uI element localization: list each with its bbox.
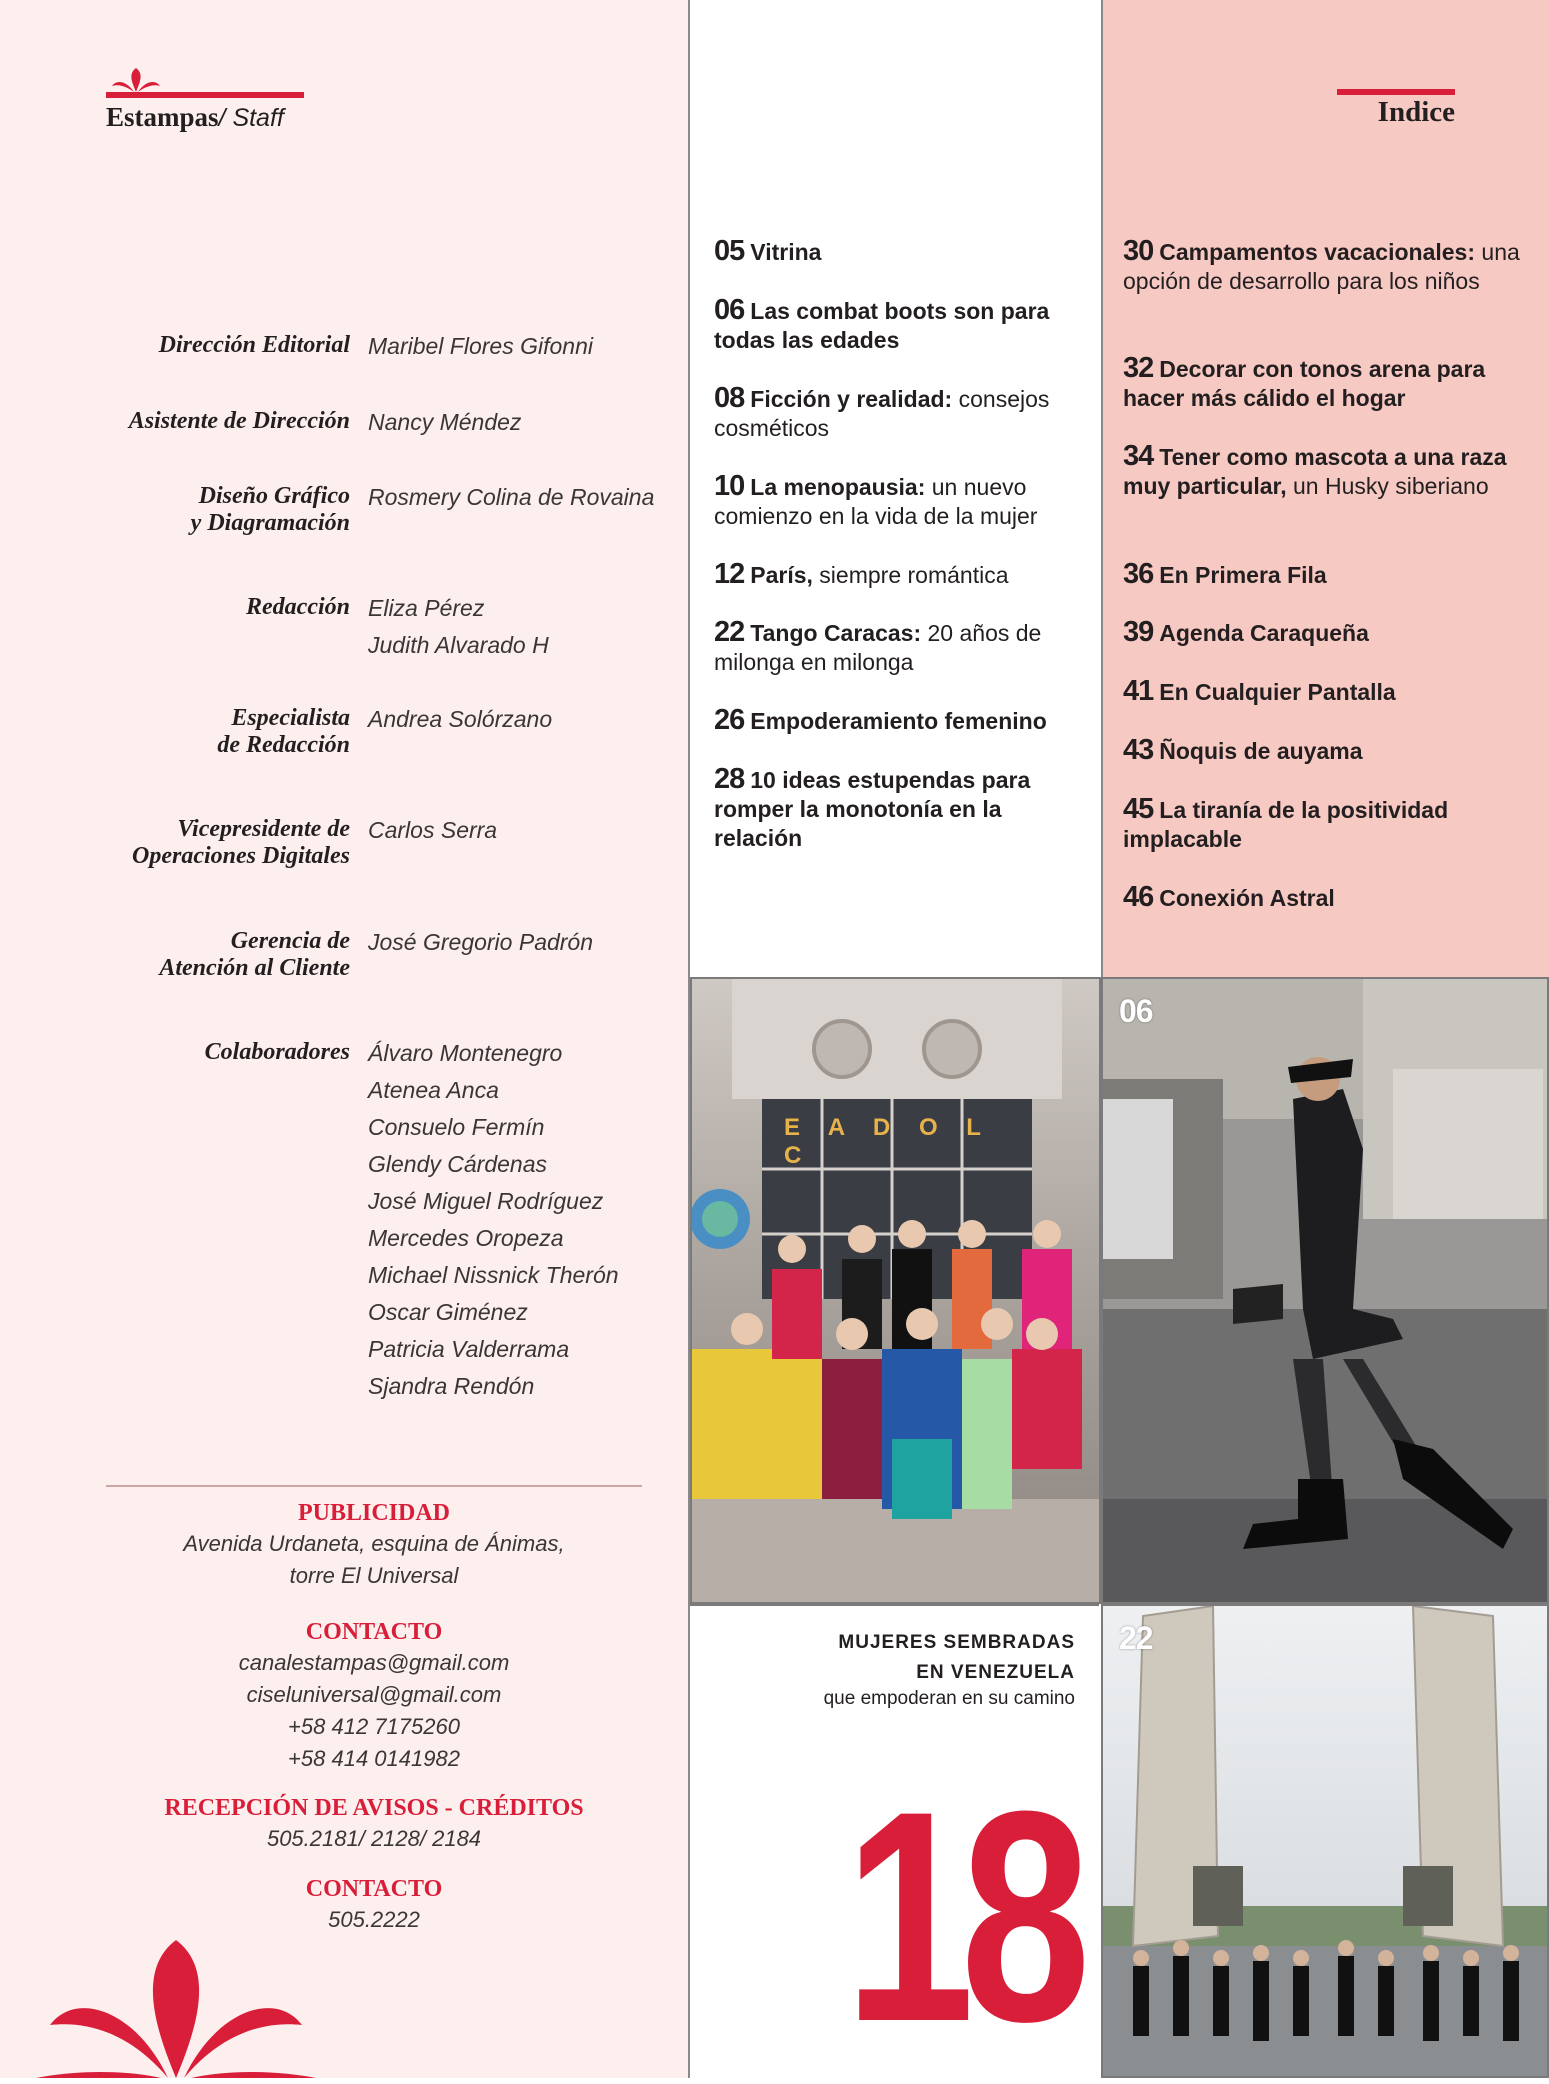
toc-entry[interactable]: [1123, 560, 1523, 590]
staff-name: Carlos Serra: [368, 817, 498, 843]
toc-entry[interactable]: [1123, 677, 1523, 707]
toc-title: Las combat boots son para todas las edades: [714, 298, 1050, 353]
group-photo-image: [692, 979, 1099, 1602]
toc-page-number: 45: [1123, 793, 1154, 825]
contact-block: [106, 1793, 642, 1855]
role-label-line: Gerencia de: [230, 928, 350, 954]
contact-line: canalestampas@gmail.com: [238, 1650, 510, 1675]
staff-name: José Gregorio Padrón: [368, 929, 594, 955]
toc-title: Empoderamiento femenino: [750, 708, 1047, 734]
toc-page-number: 12: [714, 558, 745, 590]
index-heading-bar: [1337, 89, 1455, 95]
contact-heading: CONTACTO: [305, 1876, 443, 1902]
staff-name: Nancy Méndez: [368, 409, 522, 435]
staff-name: Eliza Pérez: [368, 595, 485, 621]
teaser-subtitle: que empoderan en su camino: [823, 1688, 1075, 1709]
role-label: [60, 332, 350, 359]
toc-subtitle: una opción de desarrollo para los niños: [1123, 239, 1520, 294]
teaser-title: [838, 1628, 1075, 1688]
contact-line: 505.2222: [328, 1907, 420, 1932]
toc-page-number: 26: [714, 704, 745, 736]
toc-title: La menopausia:: [750, 474, 926, 500]
toc-page-number: 43: [1123, 734, 1154, 766]
toc-entry[interactable]: [714, 472, 1084, 531]
role-names: [368, 328, 668, 365]
staff-title: Estampas/ Staff: [106, 102, 284, 132]
tango-photo[interactable]: [1101, 1604, 1549, 2078]
toc-entry[interactable]: [714, 706, 1084, 736]
contact-line: +58 412 7175260: [288, 1714, 460, 1739]
contact-block: [106, 1498, 642, 1592]
toc-page-number: 10: [714, 470, 745, 502]
letter: O: [918, 1114, 942, 1141]
role-names: [368, 701, 668, 738]
toc-subtitle: 20 años de milonga en milonga: [714, 620, 1042, 675]
toc-page-number: 30: [1123, 235, 1154, 267]
toc-entry[interactable]: [714, 237, 1084, 267]
contact-heading: CONTACTO: [305, 1619, 443, 1645]
role-label: [60, 594, 350, 621]
toc-title: En Primera Fila: [1159, 562, 1327, 588]
toc-page-number: 22: [714, 616, 745, 648]
toc-entry[interactable]: [1123, 736, 1523, 766]
staff-name: Oscar Giménez: [368, 1299, 528, 1325]
toc-entry[interactable]: [714, 765, 1084, 853]
staff-name: José Miguel Rodríguez: [368, 1188, 604, 1214]
decorative-flower-icon: [36, 1930, 316, 2078]
role-names: [368, 479, 668, 516]
role-names: [368, 1035, 668, 1405]
staff-name: Glendy Cárdenas: [368, 1151, 547, 1177]
role-label: [60, 928, 350, 982]
group-photo[interactable]: [690, 977, 1101, 1604]
role-names: [368, 812, 668, 849]
staff-name: Rosmery Colina de Rovaina: [368, 484, 655, 510]
toc-title: Ficción y realidad:: [750, 386, 953, 412]
toc-entry[interactable]: [1123, 237, 1523, 296]
contact-line: +58 414 0141982: [288, 1746, 460, 1771]
toc-page-number: 41: [1123, 675, 1154, 707]
toc-title: Ñoquis de auyama: [1159, 738, 1363, 764]
toc-entry[interactable]: [1123, 883, 1523, 913]
index-title: Indice: [1377, 96, 1455, 128]
contact-heading: PUBLICIDAD: [297, 1500, 450, 1526]
toc-entry[interactable]: [714, 296, 1084, 355]
role-label: [60, 816, 350, 870]
toc-title: Tango Caracas:: [750, 620, 922, 646]
toc-page-number: 46: [1123, 881, 1154, 913]
teaser-page-number: 18: [844, 1748, 1077, 2084]
toc-page-number: 34: [1123, 440, 1154, 472]
toc-page-number: 06: [714, 294, 745, 326]
toc-title: Conexión Astral: [1159, 885, 1335, 911]
staff-column: [0, 0, 690, 2078]
role-names: [368, 590, 668, 664]
toc-entry[interactable]: [1123, 618, 1523, 648]
role-label-line: Diseño Gráfico: [198, 483, 350, 509]
role-label-line: Asistente de Dirección: [128, 408, 350, 434]
contact-line: Avenida Urdaneta, esquina de Ánimas,: [183, 1531, 565, 1556]
contact-line: 505.2181/ 2128/ 2184: [266, 1826, 482, 1851]
toc-subtitle: un Husky siberiano: [1286, 473, 1489, 499]
letter: C: [784, 1142, 806, 1169]
role-label: [60, 1039, 350, 1066]
teaser-title-line: MUJERES SEMBRADAS: [838, 1632, 1075, 1653]
logo-underline: [106, 92, 304, 98]
staff-name: Judith Alvarado H: [368, 632, 549, 658]
role-label: [60, 483, 350, 537]
toc-title: Campamentos vacacionales:: [1159, 239, 1476, 265]
toc-entry[interactable]: [1123, 795, 1523, 854]
toc-title: Agenda Caraqueña: [1159, 620, 1369, 646]
toc-entry[interactable]: [714, 618, 1084, 677]
role-label-line: Operaciones Digitales: [132, 843, 350, 869]
role-label-line: Redacción: [246, 594, 350, 620]
role-label: [60, 705, 350, 759]
boots-photo[interactable]: [1101, 977, 1549, 1604]
tango-page-tag: 22: [1119, 1620, 1153, 1656]
contact-block: [106, 1874, 642, 1936]
letter: L: [966, 1114, 985, 1141]
toc-title: Vitrina: [750, 239, 822, 265]
toc-page-number: 08: [714, 382, 745, 414]
role-names: [368, 924, 668, 961]
staff-name: Patricia Valderrama: [368, 1336, 570, 1362]
toc-title: Decorar con tonos arena para hacer más cálido el hogar: [1123, 356, 1486, 411]
staff-name: Andrea Solórzano: [368, 706, 553, 732]
section-name: Staff: [232, 104, 284, 132]
toc-entry[interactable]: [714, 560, 1084, 590]
contact-line: ciseluniversal@gmail.com: [246, 1682, 502, 1707]
staff-name: Michael Nissnick Therón: [368, 1262, 619, 1288]
toc-entry[interactable]: [1123, 442, 1523, 501]
boots-photo-image: [1103, 979, 1547, 1602]
letter: D: [872, 1114, 895, 1141]
toc-page-number: 28: [714, 763, 745, 795]
letter: E: [784, 1114, 805, 1141]
staff-name: Consuelo Fermín: [368, 1114, 545, 1140]
staff-name: Álvaro Montenegro: [368, 1040, 563, 1066]
toc-entry[interactable]: [714, 384, 1084, 443]
toc-page-number: 36: [1123, 558, 1154, 590]
toc-title: Tener como mascota a una raza muy particular,: [1123, 444, 1507, 499]
role-label: [60, 408, 350, 435]
toc-title: París,: [750, 562, 813, 588]
index-column-2: [1101, 0, 1549, 977]
toc-subtitle: un nuevo comienzo en la vida de la mujer: [714, 474, 1038, 529]
contact-block: [106, 1617, 642, 1775]
brand-name: Estampas: [106, 102, 219, 132]
teaser-title-line: EN VENEZUELA: [916, 1662, 1075, 1683]
toc-title: 10 ideas estupendas para romper la monotonía en la relación: [714, 767, 1031, 851]
estampas-flower-logo-icon: [106, 66, 166, 94]
toc-title: La tiranía de la positividad implacable: [1123, 797, 1449, 852]
contact-line: torre El Universal: [289, 1563, 459, 1588]
role-label-line: Atención al Cliente: [159, 955, 350, 981]
boots-page-tag: 06: [1119, 993, 1153, 1029]
staff-name: Sjandra Rendón: [368, 1373, 535, 1399]
tango-photo-image: [1103, 1606, 1547, 2076]
role-label-line: Colaboradores: [204, 1039, 350, 1065]
role-label-line: y Diagramación: [190, 510, 350, 536]
toc-title: En Cualquier Pantalla: [1159, 679, 1396, 705]
staff-name: Atenea Anca: [368, 1077, 499, 1103]
role-label-line: Vicepresidente de: [177, 816, 350, 842]
toc-subtitle: siempre romántica: [812, 562, 1009, 588]
toc-page-number: 32: [1123, 352, 1154, 384]
role-label-line: Dirección Editorial: [158, 332, 350, 358]
group-photo-letters: [784, 1114, 1014, 1170]
staff-name: Mercedes Oropeza: [368, 1225, 564, 1251]
toc-page-number: 05: [714, 235, 745, 267]
role-names: [368, 404, 668, 441]
letter: A: [827, 1114, 849, 1141]
toc-entry[interactable]: [1123, 354, 1523, 413]
index-column-1: [690, 0, 1099, 977]
contact-heading: RECEPCIÓN DE AVISOS - CRÉDITOS: [164, 1795, 584, 1821]
role-label-line: Especialista: [231, 705, 350, 731]
contact-divider: [106, 1485, 642, 1487]
cover-teaser[interactable]: [690, 1604, 1099, 2084]
staff-name: Maribel Flores Gifonni: [368, 333, 593, 359]
toc-page-number: 39: [1123, 616, 1154, 648]
toc-subtitle: consejos cosméticos: [714, 386, 1050, 441]
role-label-line: de Redacción: [217, 732, 350, 758]
